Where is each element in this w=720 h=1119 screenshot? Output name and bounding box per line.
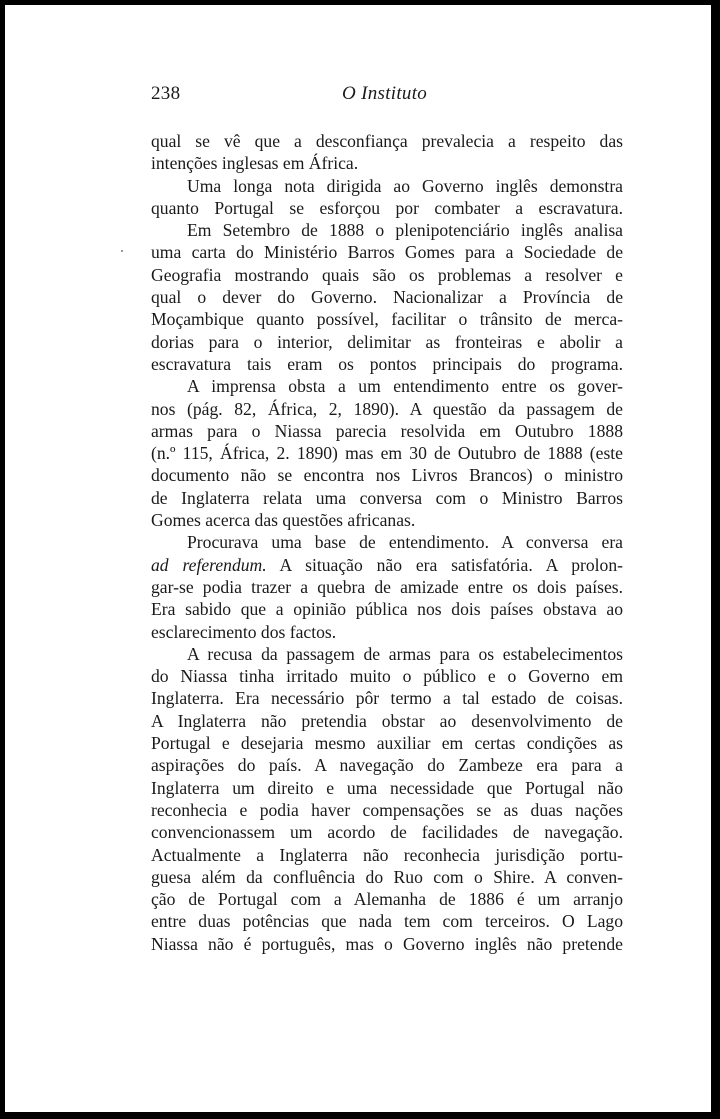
text-line: reconhecia e podia haver compensações se as duas nações <box>151 799 623 820</box>
book-page <box>5 5 711 1112</box>
text-line: Niassa não é português, mas o Governo inglês não pretende <box>151 933 623 954</box>
text-line: esclarecimento dos factos. <box>151 621 337 642</box>
text-line: entre duas potências que nada tem com terceiros. O Lago <box>151 911 623 932</box>
text-line: Gomes acerca das questões africanas. <box>151 510 416 531</box>
text-line: ção de Portugal com a Alemanha de 1886 é um arranjo <box>151 889 623 910</box>
text-line: Actualmente a Inglaterra não reconhecia jurisdição portu- <box>151 844 623 865</box>
text-line: armas para o Niassa parecia resolvida em Outubro 1888 <box>151 420 623 441</box>
text-line: Inglaterra. Era necessário pôr termo a tal estado de coisas. <box>151 688 623 709</box>
text-line: Era sabido que a opinião pública nos dois países obstava ao <box>151 599 623 620</box>
running-title: O Instituto <box>342 83 428 104</box>
text-fragment: A situação não era satisfatória. A prolon- <box>266 554 623 575</box>
text-line: de Inglaterra relata uma conversa com o Ministro Barros <box>151 487 623 508</box>
paragraph-start-line: Em Setembro de 1888 o plenipotenciário inglês analisa <box>187 220 623 241</box>
text-line: documento não se encontra nos Livros Brancos) o ministro <box>151 465 623 486</box>
text-line: Portugal e desejaria mesmo auxiliar em certas condições as <box>151 733 623 754</box>
text-line: dorias para o interior, delimitar as fronteiras e abolir a <box>151 331 623 352</box>
text-line: quanto Portugal se esforçou por combater a escravatura. <box>151 197 623 218</box>
text-line: escravatura tais eram os pontos principais do programa. <box>151 353 623 374</box>
text-line: Moçambique quanto possível, facilitar o trânsito de merca- <box>151 309 623 330</box>
page-number: 238 <box>151 83 181 104</box>
paragraph-start-line: A recusa da passagem de armas para os estabelecimentos <box>187 643 623 664</box>
text-line: uma carta do Ministério Barros Gomes para a Sociedade de <box>151 242 623 263</box>
text-line: (n.º 115, África, 2. 1890) mas em 30 de Outubro de 1888 (este <box>151 443 623 464</box>
text-line: guesa além da confluência do Ruo com o Shire. A conven- <box>151 866 623 887</box>
margin-mark <box>121 250 123 252</box>
text-line: convencionassem um acordo de facilidades de navegação. <box>151 822 623 843</box>
text-line: Inglaterra um direito e uma necessidade que Portugal não <box>151 777 623 798</box>
text-line <box>151 554 623 576</box>
text-line: do Niassa tinha irritado muito o público e o Governo em <box>151 666 623 687</box>
text-line: gar-se podia trazer a quebra de amizade entre os dois países. <box>151 576 623 597</box>
body-text <box>151 130 623 955</box>
paragraph-start-line: Procurava uma base de entendimento. A conversa era <box>187 532 623 553</box>
page-header <box>5 83 711 113</box>
text-line: qual se vê que a desconfiança prevalecia a respeito das <box>151 131 623 151</box>
paragraph-start-line: A imprensa obsta a um entendimento entre os gover- <box>187 376 623 397</box>
italic-phrase: ad referendum. <box>151 554 267 575</box>
text-line: nos (pág. 82, África, 2, 1890). A questão da passagem de <box>151 398 623 419</box>
paragraph-start-line: Uma longa nota dirigida ao Governo inglês demonstra <box>187 175 623 196</box>
text-line: intenções inglesas em África. <box>151 153 359 174</box>
text-line: A Inglaterra não pretendia obstar ao desenvolvimento de <box>151 710 623 731</box>
text-line: qual o dever do Governo. Nacionalizar a Província de <box>151 287 623 308</box>
text-line: aspirações do país. A navegação do Zambeze era para a <box>151 755 623 776</box>
text-line: Geografia mostrando quais são os problemas a resolver e <box>151 264 623 285</box>
